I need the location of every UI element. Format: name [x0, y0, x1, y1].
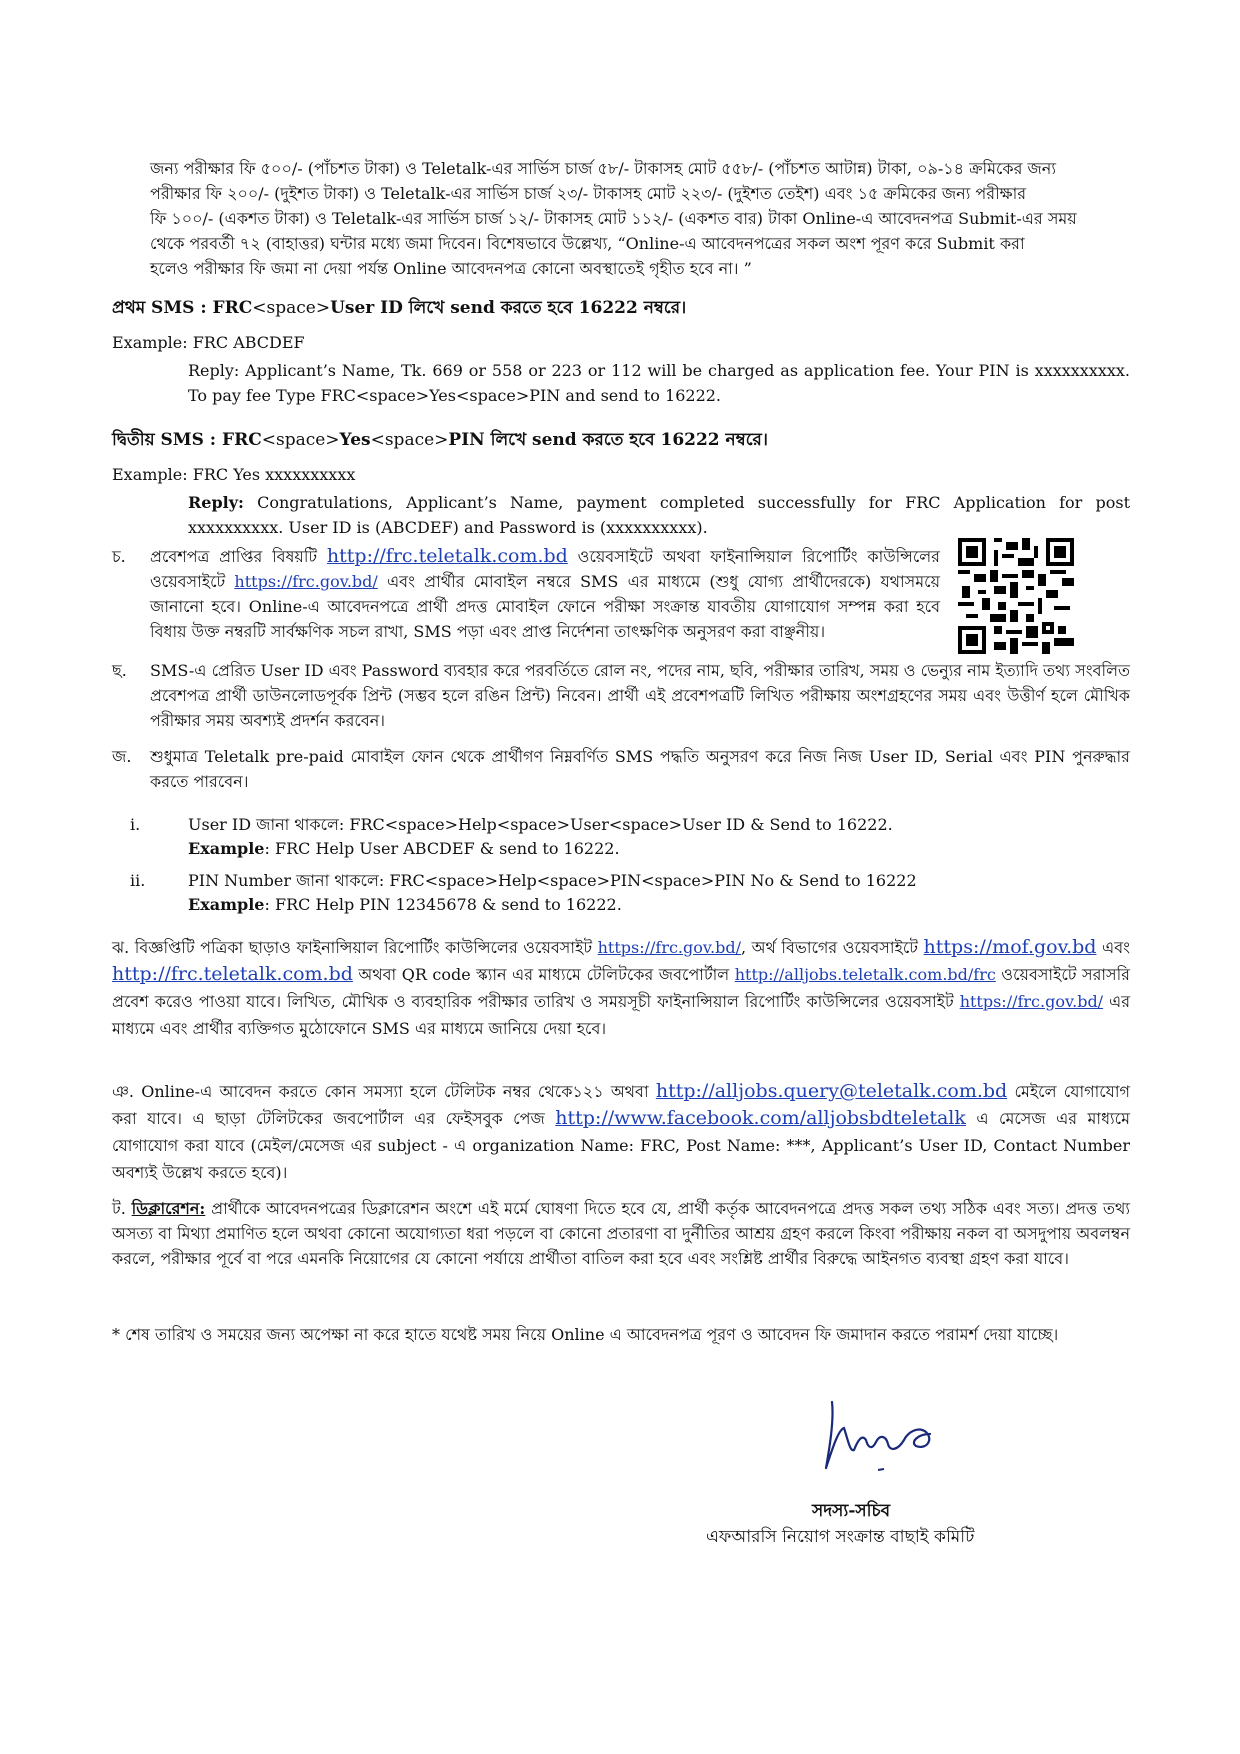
item-ja-i-example-text: : FRC Help User ABCDEF & send to 16222.: [264, 839, 620, 858]
item-jha-t6: এর মাধ্যমে এবং প্রার্থীর ব্যক্তিগত মুঠোফোনে SMS এর মাধ্যমে জানিয়ে দেয়া হবে।: [112, 992, 1131, 1038]
facebook-page-link[interactable]: http://www.facebook.com/alljobsbdteletalk: [555, 1107, 966, 1129]
item-jha-t4: অথবা QR code স্ক্যান এর মাধ্যমে টেলিটকের জবপোর্টাল: [352, 965, 735, 984]
item-chha-marker: ছ.: [112, 661, 127, 680]
item-cha-t2: ওয়েবসাইটে অথবা ফাইনান্সিয়াল রিপোর্টিং কাউন্সিলের ওয়েবসাইটে: [150, 547, 940, 591]
sms2-space-2: <space>: [370, 430, 449, 450]
item-cha-t1: প্রবেশপত্র প্রাপ্তির বিষয়টি: [150, 547, 327, 566]
item-ta-body: প্রার্থীকে আবেদনপত্রের ডিক্লারেশন অংশে এই মর্মে ঘোষণা দিতে হবে যে, প্রার্থী কর্তৃক আবেদনপত্রে প্রদত্ত সকল তথ্য সঠিক এবং সত্য। প্রদত্ত তথ্য অসত্য বা মিথ্যা প্রমাণিত হলে অথবা কোনো অযোগ্যতা ধরা পড়লে বা কোনো প্রতারণা বা দুর্নীতির আশ্রয় গ্রহণ করলে কিংবা পরীক্ষায় নকল বা অসদুপায় অবলম্বন করলে, পরীক্ষার পূর্বে বা পরে এমনকি নিয়োগের যে কোনো পর্যায়ে প্রার্থীতা বাতিল করা হবে এবং সংশ্লিষ্ট প্রার্থীর বিরুদ্ধে আইনগত ব্যবস্থা গ্রহণ করা যাবে।: [112, 1199, 1130, 1268]
signer-title: সদস্য-সচিব: [812, 1501, 891, 1521]
fee-line-5: হলেও পরীক্ষার ফি জমা না দেয়া পর্যন্ত Online আবেদনপত্র কোনো অবস্থাতেই গৃহীত হবে না। ”: [150, 259, 752, 278]
sms2-reply: [188, 490, 1130, 540]
item-ja-ii-example: [188, 892, 1130, 917]
item-jha-t2: , অর্থ বিভাগের ওয়েবসাইটে: [741, 938, 924, 957]
sms2-space-1: <space>: [261, 430, 340, 450]
sms1-head: প্রথম SMS : FRC: [112, 298, 253, 318]
item-ja-ii-example-label: Example: [188, 895, 265, 914]
sms2-tail: লিখে send করতে হবে 16222 নম্বরে।: [484, 430, 768, 450]
item-ja-i-example: [188, 836, 1130, 861]
frc-gov-link-3[interactable]: https://frc.gov.bd/: [959, 992, 1104, 1011]
frc-teletalk-link[interactable]: http://frc.teletalk.com.bd: [326, 545, 568, 567]
sms1-reply: Reply: Applicant’s Name, Tk. 669 or 558 or 223 or 112 will be charged as application fee. Your PIN is xxxxxxxxxx. To pay fee Type FRC<space>Yes<space>PIN and send to 16222.: [188, 361, 1130, 405]
item-cha-marker: চ.: [112, 547, 126, 566]
item-nya-t2: মেইলে যোগাযোগ করা যাবে। এ ছাড়া টেলিটকের জবপোর্টাল এর ফেইসবুক পেজ: [112, 1082, 1130, 1128]
frc-teletalk-link-2[interactable]: http://frc.teletalk.com.bd: [112, 963, 353, 985]
fee-line-1: জন্য পরীক্ষার ফি ৫০০/- (পাঁচশত টাকা) ও Teletalk-এর সার্ভিস চার্জ ৫৮/- টাকাসহ মোট ৫৫৮/- (পাঁচশত আটান্ন) টাকা, ০৯-১৪ ক্রমিকের জন্য: [150, 159, 1056, 178]
mof-gov-link[interactable]: https://mof.gov.bd: [923, 936, 1097, 958]
sms2-yes: Yes: [339, 430, 371, 450]
frc-gov-link-2[interactable]: https://frc.gov.bd/: [597, 938, 741, 957]
declaration-label: ডিক্লারেশন:: [131, 1199, 206, 1218]
item-nya-t1: ঞ. Online-এ আবেদন করতে কোন সমস্যা হলে টেলিটক নম্বর থেকে১২১ অথবা: [112, 1082, 656, 1101]
fee-line-3: ফি ১০০/- (একশত টাকা) ও Teletalk-এর সার্ভিস চার্জ ১২/- টাকাসহ মোট ১১২/- (একশত বার) টাকা Online-এ আবেদনপত্র Submit-এর সময়: [150, 209, 1077, 228]
sms2-reply-text: Congratulations, Applicant’s Name, payment completed successfully for FRC Application for post xxxxxxxxxx. User ID is (ABCDEF) and Password is (xxxxxxxxxx).: [188, 493, 1130, 537]
item-ja-text: শুধুমাত্র Teletalk pre-paid মোবাইল ফোন থেকে প্রার্থীগণ নিম্নবর্ণিত SMS পদ্ধতি অনুসরণ করে নিজ নিজ User ID, Serial এবং PIN পুনরুদ্ধার করতে পারবেন।: [150, 747, 1130, 791]
fee-line-2: পরীক্ষার ফি ২০০/- (দুইশত টাকা) ও Teletalk-এর সার্ভিস চার্জ ২৩/- টাকাসহ মোট ২২৩/- (দুইশত তেইশ) এবং ১৫ ক্রমিকের জন্য পরীক্ষার: [150, 184, 1027, 203]
sms1-example: Example: FRC ABCDEF: [112, 333, 305, 352]
item-cha-text: [150, 544, 940, 644]
alljobs-frc-link[interactable]: http://alljobs.teletalk.com.bd/frc: [734, 965, 996, 984]
item-ja-ii-example-text: : FRC Help PIN 12345678 & send to 16222.: [264, 895, 622, 914]
sms2-example: Example: FRC Yes xxxxxxxxxx: [112, 465, 356, 484]
item-nya-text: [112, 1078, 1130, 1186]
qr-code-icon: [958, 538, 1074, 654]
item-cha-t3: এবং প্রার্থীর মোবাইল নম্বরে SMS এর মাধ্যমে (শুধু যোগ্য প্রার্থীদেরকে) যথাসময়ে জানানো হবে। Online-এ আবেদনপত্রে প্রার্থী প্রদত্ত মোবাইল ফোনে পরীক্ষা সংক্রান্ত যাবতীয় যোগাযোগ সম্পন্ন করা হবে বিধায় উক্ত নম্বরটি সার্বক্ষণিক সচল রাখা, SMS পড়া এবং প্রাপ্ত নির্দেশনা তাৎক্ষণিক অনুসরণ করা বাঞ্ছনীয়।: [150, 572, 940, 641]
item-jha-text: [112, 934, 1130, 1042]
sms2-head: দ্বিতীয় SMS : FRC: [112, 430, 262, 450]
item-ja-i-marker: i.: [130, 815, 141, 834]
sms1-space: <space>: [252, 298, 331, 318]
item-jha-t3: এবং: [1096, 938, 1130, 957]
item-jha-t1: ঝ. বিজ্ঞপ্তিটি পত্রিকা ছাড়াও ফাইনান্সিয়াল রিপোর্টিং কাউন্সিলের ওয়েবসাইট: [112, 938, 598, 957]
item-ja-i-example-label: Example: [188, 839, 265, 858]
signature-icon: [818, 1390, 968, 1480]
sms2-instruction: [112, 428, 1130, 453]
item-ja-marker: জ.: [112, 747, 132, 766]
item-ja-ii-text: PIN Number জানা থাকলে: FRC<space>Help<space>PIN<space>PIN No & Send to 16222: [188, 871, 917, 890]
sms1-tail: লিখে send করতে হবে 16222 নম্বরে।: [402, 298, 687, 318]
advice-note: * শেষ তারিখ ও সময়ের জন্য অপেক্ষা না করে হাতে যথেষ্ট সময় নিয়ে Online এ আবেদনপত্র পূরণ ও আবেদন ফি জমাদান করতে পরামর্শ দেয়া যাচ্ছে।: [112, 1325, 1059, 1344]
fee-paragraph: [150, 156, 1130, 281]
fee-line-4: থেকে পরবর্তী ৭২ (বাহাত্তর) ঘন্টার মধ্যে জমা দিবেন। বিশেষভাবে উল্লেখ্য, “Online-এ আবেদনপত্রের সকল অংশ পূরণ করে Submit করা: [150, 234, 1025, 253]
item-ta-prefix: ট.: [112, 1199, 132, 1218]
item-chha-text: SMS-এ প্রেরিত User ID এবং Password ব্যবহার করে পরবর্তিতে রোল নং, পদের নাম, ছবি, পরীক্ষার তারিখ, সময় ও ভেন্যুর নাম ইত্যাদি তথ্য সংবলিত প্রবেশপত্র প্রার্থী ডাউনলোডপূর্বক প্রিন্ট (সম্ভব হলে রঙিন প্রিন্ট) নিবেন। প্রার্থী এই প্রবেশপত্রটি লিখিত পরীক্ষায় অংশগ্রহণের সময় এবং উত্তীর্ণ হলে মৌখিক পরীক্ষার সময় অবশ্যই প্রদর্শন করবেন।: [150, 661, 1130, 730]
alljobs-query-email-link[interactable]: http://alljobs.query@teletalk.com.bd: [655, 1080, 1008, 1102]
sms2-pin: PIN: [448, 430, 485, 450]
item-ja-ii-marker: ii.: [130, 871, 146, 890]
item-jha-t5: ওয়েবসাইটে সরাসরি প্রবেশ করেও পাওয়া যাবে। লিখিত, মৌখিক ও ব্যবহারিক পরীক্ষার তারিখ ও সময়সূচী ফাইনান্সিয়াল রিপোর্টিং কাউন্সিলের ওয়েবসাইট: [112, 965, 1130, 1011]
sms1-userid: User ID: [330, 298, 403, 318]
sms2-reply-label: Reply:: [188, 493, 244, 512]
sms1-instruction: [112, 296, 1130, 321]
item-ta-text: [112, 1196, 1130, 1271]
item-nya-t3: এ মেসেজ এর মাধ্যমে যোগাযোগ করা যাবে (মেইল/মেসেজ এর subject - এ organization Name: FRC, Post Name: ***, Applicant’s User ID, Contact Number অবশ্যই উল্লেখ করতে হবে)।: [112, 1109, 1130, 1182]
item-ja-i-text: User ID জানা থাকলে: FRC<space>Help<space>User<space>User ID & Send to 16222.: [188, 815, 893, 834]
signer-committee: এফআরসি নিয়োগ সংক্রান্ত বাছাই কমিটি: [706, 1527, 975, 1547]
frc-gov-link[interactable]: https://frc.gov.bd/: [234, 572, 378, 591]
